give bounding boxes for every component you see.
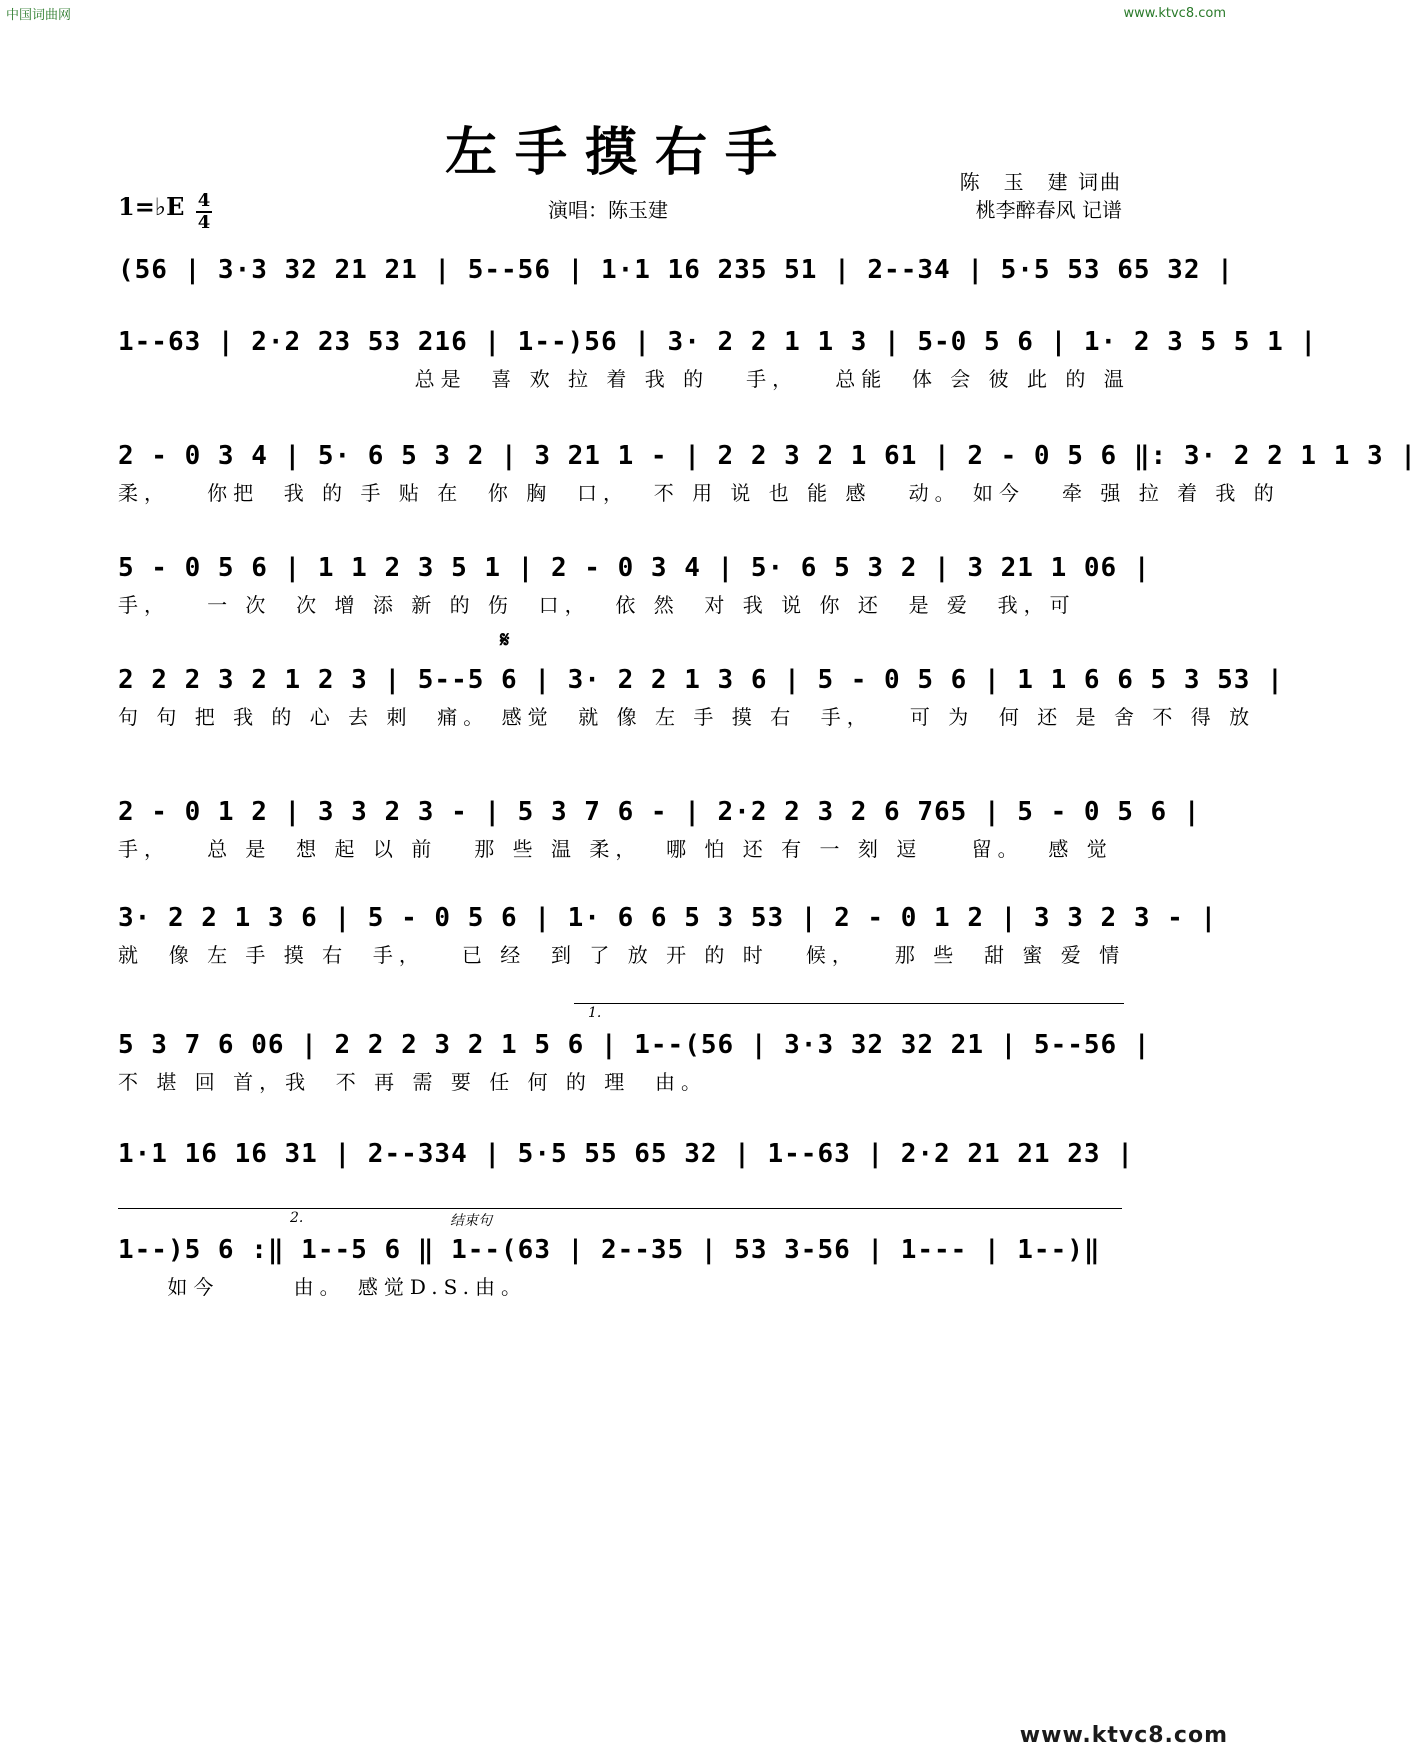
segno-sign: 𝄋 [500, 628, 510, 653]
lyric-line: 句 句 把 我 的 心 去 刺 痛。 感觉 就 像 左 手 摸 右 手， 可 为 何 还 是 舍 不 得 放 [118, 705, 1256, 729]
lyric-line [118, 292, 1122, 322]
lyric-line: 就 像 左 手 摸 右 手， 已 经 到 了 放 开 的 时 候， 那 些 甜 蜜 爱 情 [118, 943, 1126, 967]
time-signature [196, 192, 212, 232]
score-system [118, 792, 1201, 864]
volta-label-2: 2. [290, 1210, 304, 1226]
notation-credit: 桃李醉春风 记谱 [975, 198, 1122, 222]
score-system [118, 1230, 1122, 1302]
lyric-line: 柔， 你把 我 的 手 贴 在 你 胸 口， 不 用 说 也 能 感 动。 如今 牵 强 拉 着 我 的 [118, 481, 1280, 505]
notation-line: 2 - 0 1 2 | 3 3 2 3 - | 5 3 7 6 - | 2·2 2 3 2 6 765 | 5 - 0 5 6 | [118, 797, 1201, 827]
time-signature-bottom: 4 [197, 212, 211, 233]
key-signature: 1=♭E [118, 192, 185, 221]
notation-line: 2 2 2 3 2 1 2 3 | 5--5 6 | 3· 2 2 1 3 6 | 5 - 0 5 6 | 1 1 6 6 5 3 53 | [118, 665, 1284, 695]
volta-bracket-2 [118, 1208, 1122, 1209]
composer-credit: 陈 玉 建 词曲 [959, 170, 1122, 194]
notation-line: 1·1 16 16 31 | 2--334 | 5·5 55 65 32 | 1--63 | 2·2 21 21 23 | [118, 1139, 1134, 1169]
score-system [118, 322, 1318, 394]
lyric-line: 不 堪 回 首，我 不 再 需 要 任 何 的 理 由。 [118, 1070, 708, 1094]
site-url-right[interactable]: www.ktvc8.com [1123, 6, 1226, 21]
singer-credit: 演唱：陈玉建 [548, 198, 668, 222]
score-system [118, 1025, 1151, 1097]
score-system [118, 548, 1151, 620]
lyric-line: 手， 一 次 次 增 添 新 的 伤 口， 依 然 对 我 说 你 还 是 爱 我，可 [118, 593, 1076, 617]
notation-line: 1--63 | 2·2 23 53 216 | 1--)56 | 3· 2 2 1 1 3 | 5-0 5 6 | 1· 2 3 5 5 1 | [118, 327, 1318, 357]
song-title: 左手摸右手 [444, 122, 795, 183]
site-logo-left[interactable]: 中国词曲网 [6, 8, 72, 23]
score-system [118, 250, 1234, 322]
notation-line: (56 | 3·3 32 21 21 | 5--56 | 1·1 16 235 51 | 2--34 | 5·5 53 65 32 | [118, 255, 1234, 285]
ending-label: 结束句 [450, 1213, 492, 1229]
notation-line: 5 3 7 6 06 | 2 2 2 3 2 1 5 6 | 1--(56 | 3·3 32 32 21 | 5--56 | [118, 1030, 1151, 1060]
score-system [118, 436, 1417, 508]
notation-line: 3· 2 2 1 3 6 | 5 - 0 5 6 | 1· 6 6 5 3 53 | 2 - 0 1 2 | 3 3 2 3 - | [118, 903, 1218, 933]
notation-line: 5 - 0 5 6 | 1 1 2 3 5 1 | 2 - 0 3 4 | 5· 6 5 3 2 | 3 21 1 06 | [118, 553, 1151, 583]
watermark-logo: www.ktvc8.com [1019, 1723, 1228, 1748]
score-system [118, 660, 1284, 732]
lyric-line: 总是 喜 欢 拉 着 我 的 手， 总能 体 会 彼 此 的 温 [118, 367, 1130, 391]
lyric-line [118, 1176, 1122, 1206]
time-signature-top: 4 [197, 190, 211, 211]
score-system [118, 898, 1218, 970]
volta-bracket-1 [574, 1003, 1124, 1004]
volta-label-1: 1. [588, 1005, 602, 1021]
notation-line: 2 - 0 3 4 | 5· 6 5 3 2 | 3 21 1 - | 2 2 3 2 1 61 | 2 - 0 5 6 ‖: 3· 2 2 1 1 3 | [118, 441, 1417, 471]
score-system [118, 1134, 1134, 1206]
notation-line: 1--)5 6 :‖ 1--5 6 ‖ 1--(63 | 2--35 | 53 3-56 | 1--- | 1--)‖ [118, 1235, 1101, 1265]
lyric-line: 如今 由。 感觉D.S.由。 [118, 1275, 527, 1299]
lyric-line: 手， 总 是 想 起 以 前 那 些 温 柔， 哪 怕 还 有 一 刻 逗 留。 感 觉 [118, 837, 1113, 861]
